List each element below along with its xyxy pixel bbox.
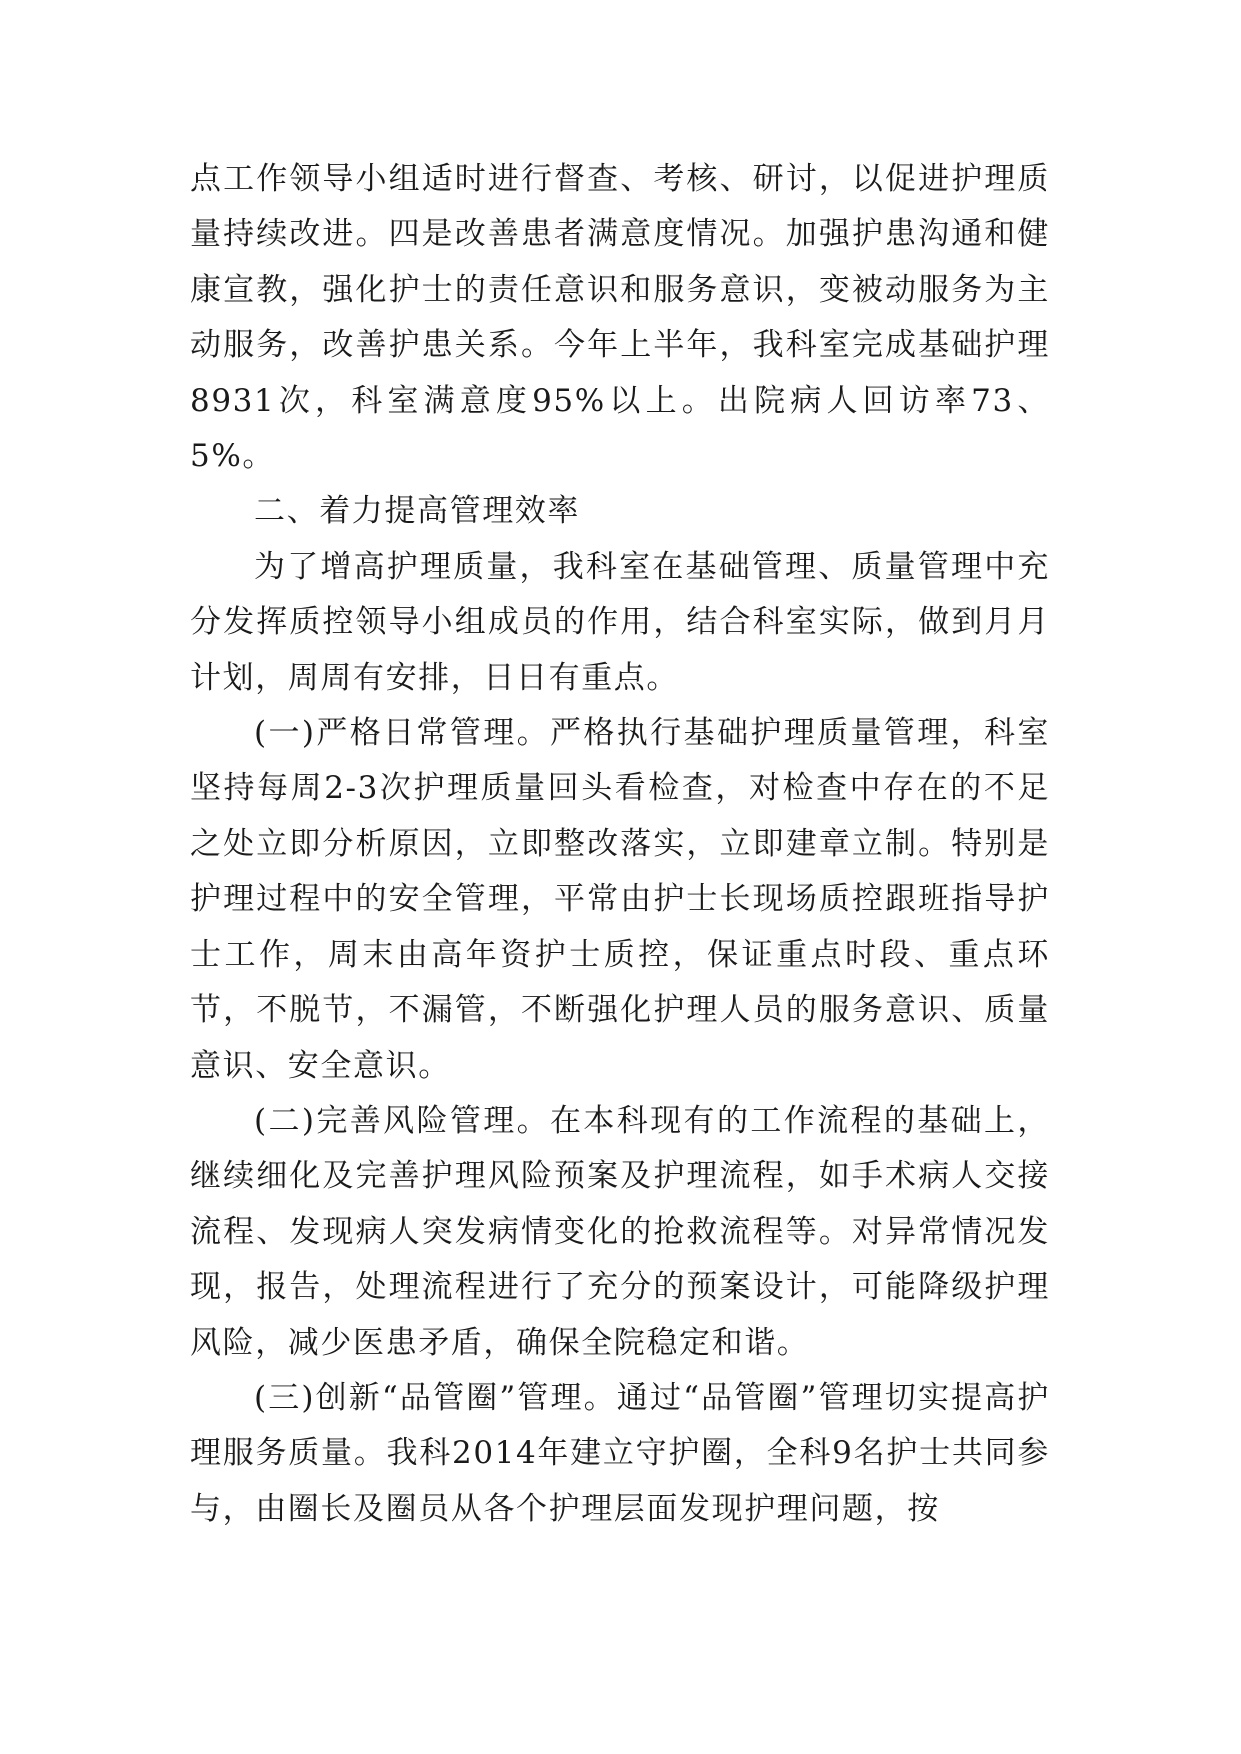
document-body	[190, 152, 1050, 1537]
paragraph-continuation: 点工作领导小组适时进行督查、考核、研讨，以促进护理质量持续改进。四是改善患者满意度情况。加强护患沟通和健康宣教，强化护士的责任意识和服务意识，变被动服务为主动服务，改善护患关系。今年上半年，我科室完成基础护理8931次，科室满意度95%以上。出院病人回访率73、5%。	[190, 161, 1050, 475]
paragraph-daily-management: (一)严格日常管理。严格执行基础护理质量管理，科室坚持每周2-3次护理质量回头看检查，对检查中存在的不足之处立即分析原因，立即整改落实，立即建章立制。特别是护理过程中的安全管理，平常由护士长现场质控跟班指导护士工作，周末由高年资护士质控，保证重点时段、重点环节，不脱节，不漏管，不断强化护理人员的服务意识、质量意识、安全意识。	[190, 715, 1050, 1084]
paragraph-intro: 为了增高护理质量，我科室在基础管理、质量管理中充分发挥质控领导小组成员的作用，结合科室实际，做到月月计划，周周有安排，日日有重点。	[190, 548, 1050, 696]
paragraph-risk-management: (二)完善风险管理。在本科现有的工作流程的基础上，继续细化及完善护理风险预案及护理流程，如手术病人交接流程、发现病人突发病情变化的抢救流程等。对异常情况发现，报告，处理流程进行了充分的预案设计，可能降级护理风险，减少医患矛盾，确保全院稳定和谐。	[190, 1102, 1050, 1361]
paragraph-qcc-management: (三)创新“品管圈”管理。通过“品管圈”管理切实提高护理服务质量。我科2014年建立守护圈，全科9名护士共同参与，由圈长及圈员从各个护理层面发现护理问题，按	[190, 1379, 1050, 1527]
section-heading: 二、着力提高管理效率	[254, 493, 580, 530]
